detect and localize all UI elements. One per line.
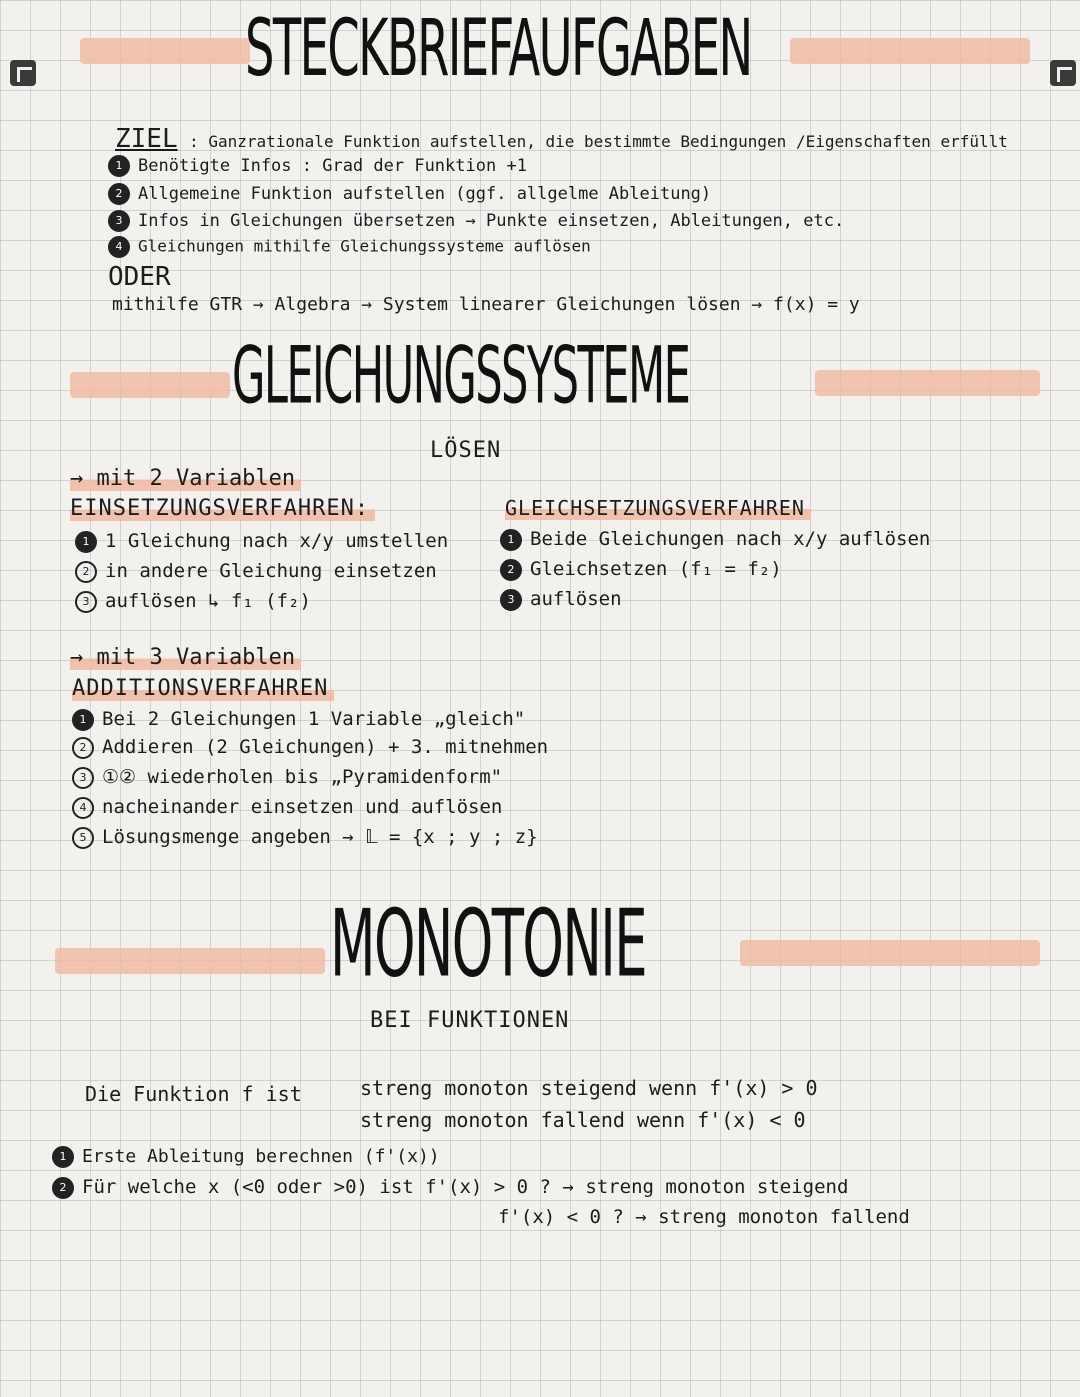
step-number-icon: 5 <box>72 827 94 849</box>
step-number-icon: 1 <box>72 709 94 731</box>
ziel-step-2 <box>108 183 711 205</box>
gleichsetz-step-3: 3 auflösen <box>500 588 622 611</box>
mono-step-2: 2 Für welche x (<0 oder >0) ist f'(x) > 0 ? → streng monoton steigend <box>52 1176 848 1199</box>
gleichsetz-step-2: 2 Gleichsetzen (f₁ = f₂) <box>500 558 782 581</box>
addition-step-4: 4 nacheinander einsetzen und auflösen <box>72 796 502 819</box>
step-number-icon: 1 <box>108 155 130 177</box>
section-subtitle-loesen: LÖSEN <box>430 438 502 463</box>
title-highlight-right <box>790 38 1030 64</box>
corner-marker-left <box>10 60 36 86</box>
title2-highlight-left <box>70 372 230 398</box>
ziel-step-text: Gleichungen mithilfe Gleichungssysteme auflösen <box>138 236 591 256</box>
section-subtitle-bei-funktionen: BEI FUNKTIONEN <box>370 1008 570 1033</box>
step-number-icon: 2 <box>500 559 522 581</box>
addition-step-2: 2 Addieren (2 Gleichungen) + 3. mitnehmen <box>72 736 548 759</box>
step-number-icon: 2 <box>108 183 130 205</box>
addition-step-5: 5 Lösungsmenge angeben → 𝕃 = {x ; y ; z} <box>72 826 538 849</box>
addition-step-1: 1 Bei 2 Gleichungen 1 Variable „gleich" <box>72 708 525 731</box>
ziel-step-text: Infos in Gleichungen übersetzen → Punkte einsetzen, Ableitungen, etc. <box>138 211 845 231</box>
two-var-heading: → mit 2 Variablen <box>70 466 301 491</box>
step-number-icon: 3 <box>75 591 97 613</box>
gleichsetzungsverfahren-title: GLEICHSETZUNGSVERFAHREN <box>505 496 811 520</box>
ziel-line <box>115 124 1008 154</box>
three-var-heading: → mit 3 Variablen <box>70 645 301 670</box>
einsetz-step-2: 2 in andere Gleichung einsetzen <box>75 560 437 583</box>
einsetz-step-3: 3 auflösen ↳ f₁ (f₂) <box>75 590 311 613</box>
page-title-steckbrief: STECKBRIEFAUFGABEN <box>245 2 752 94</box>
step-number-icon: 4 <box>72 797 94 819</box>
addition-step-3: 3 ①② wiederholen bis „Pyramidenform" <box>72 766 502 789</box>
section-title-gleichungssysteme: GLEICHUNGSSYSTEME <box>232 330 690 422</box>
additionsverfahren-title: ADDITIONSVERFAHREN <box>72 676 334 701</box>
step-number-icon: 2 <box>72 737 94 759</box>
mono-line-3: f'(x) < 0 ? → streng monoton fallend <box>498 1206 910 1228</box>
ziel-label: ZIEL <box>115 124 178 154</box>
oder-label: ODER <box>108 262 171 292</box>
step-number-icon: 2 <box>75 561 97 583</box>
ziel-step-text: Benötigte Infos : Grad der Funktion +1 <box>138 156 527 176</box>
ziel-step-text: Allgemeine Funktion aufstellen (ggf. allgelme Ableitung) <box>138 184 712 204</box>
step-number-icon: 3 <box>108 210 130 232</box>
title3-highlight-right <box>740 940 1040 966</box>
ziel-step-3 <box>108 210 844 232</box>
ziel-text: : Ganzrationale Funktion aufstellen, die bestimmte Bedingungen /Eigenschaften erfüllt <box>189 132 1008 151</box>
section-title-monotonie: MONOTONIE <box>330 890 647 998</box>
ziel-step-1 <box>108 155 527 177</box>
gtr-line: mithilfe GTR → Algebra → System linearer Gleichungen lösen → f(x) = y <box>112 294 860 315</box>
einsetz-step-1: 1 1 Gleichung nach x/y umstellen <box>75 530 448 553</box>
mono-intro: Die Funktion f ist <box>85 1082 302 1106</box>
mono-step-1: 1 Erste Ableitung berechnen (f'(x)) <box>52 1146 440 1168</box>
step-number-icon: 4 <box>108 236 130 258</box>
step-number-icon: 1 <box>52 1146 74 1168</box>
gleichsetz-step-1: 1 Beide Gleichungen nach x/y auflösen <box>500 528 930 551</box>
einsetzungsverfahren-title: EINSETZUNGSVERFAHREN: <box>70 496 375 521</box>
corner-marker-right <box>1050 60 1076 86</box>
title3-highlight-left <box>55 948 325 974</box>
mono-line-steigend: streng monoton steigend wenn f'(x) > 0 <box>360 1076 818 1100</box>
step-number-icon: 3 <box>72 767 94 789</box>
ziel-step-4 <box>108 236 591 258</box>
step-number-icon: 2 <box>52 1177 74 1199</box>
step-number-icon: 1 <box>500 529 522 551</box>
step-number-icon: 3 <box>500 589 522 611</box>
mono-line-fallend: streng monoton fallend wenn f'(x) < 0 <box>360 1108 806 1132</box>
title-highlight-left <box>80 38 250 64</box>
step-number-icon: 1 <box>75 531 97 553</box>
title2-highlight-right <box>815 370 1040 396</box>
